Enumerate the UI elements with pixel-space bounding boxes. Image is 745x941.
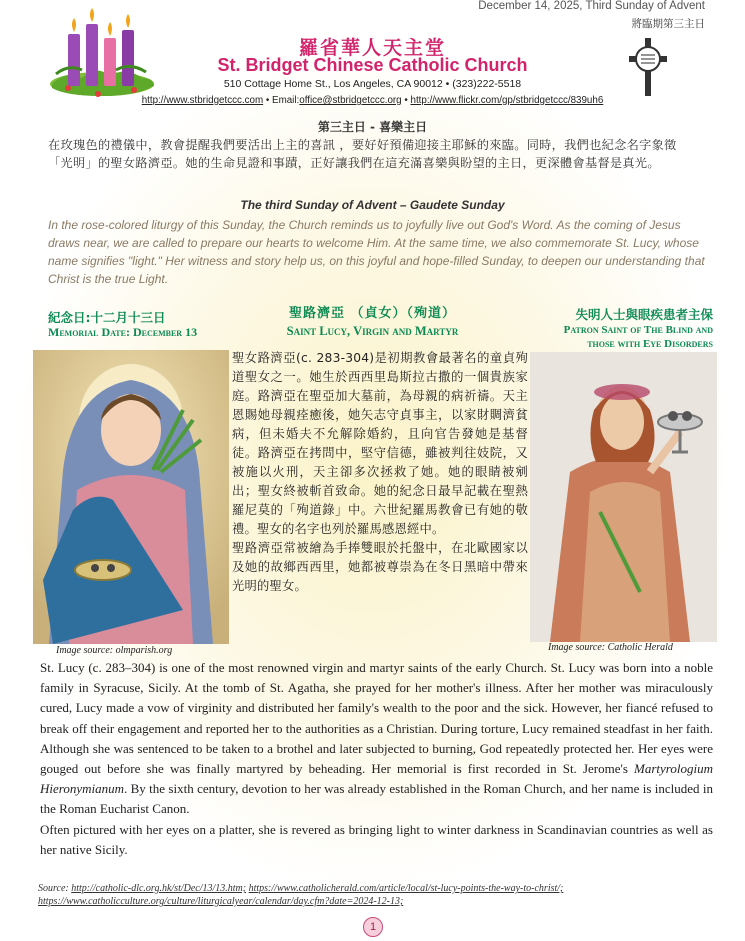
source-link-3[interactable]: https://www.catholicculture.org/culture/liturgicalyear/calendar/day.cfm?date=2024-12-13;: [38, 896, 404, 907]
church-name-en: St. Bridget Chinese Catholic Church: [217, 55, 528, 75]
source-link-2[interactable]: https://www.catholicherald.com/article/local/st-lucy-points-the-way-to-christ/;: [248, 883, 564, 894]
sources-label: Source:: [38, 883, 69, 894]
st-lucy-painting-image: [33, 350, 229, 644]
separator: •: [404, 95, 408, 106]
image-caption-right: Image source: Catholic Herald: [548, 642, 673, 653]
intro-heading-en: The third Sunday of Advent – Gaudete Sunday: [240, 198, 505, 212]
saint-bio-en: [40, 658, 713, 860]
flickr-link[interactable]: http://www.flickr.com/gp/stbridgetccc/839uh6: [410, 95, 604, 106]
saint-bio-en-paragraph-1: St. Lucy (c. 283–304) is one of the most renowned virgin and martyr saints of the early Church. St. Lucy was born into a noble family in Syracuse, Sicily. At the tomb of St. Agatha, she prayed for her mother's illness. After her mother was miraculously cured, Lucy made a vow of virginity and distributed her family's wealth to the poor and the sick. However, her fiancé refused to break off their engagement and reported her to the authorities as a Christian. During torture, Lucy remained steadfast in her faith. Although she was sentenced to be taken to a brothel and later subjected to burning, God repeatedly protected her. Her eyes were gouged out before she was finally martyred by beheading. Her memorial is first recorded in St. Jerome's Martyrologium Hieronymianum. By the sixth century, devotion to her was already established in the Roman Church, and her name is included in the Roman Eucharist Canon.: [40, 660, 713, 817]
intro-paragraph-en: In the rose-colored liturgy of this Sunday, the Church reminds us to joyfully live out God's Word. As the coming of Jesus draws near, we are called to prepare our hearts to welcome Him. At the same time, we also commemorate St. Lucy, whose name signifies "light." Her witness and story help us, on this joyful and hope-filled Sunday, to deepen our understanding that Christ is the true Light.: [48, 218, 705, 286]
church-address: 510 Cottage Home St., Los Angeles, CA 90012 • (323)222-5518: [223, 78, 522, 90]
intro-paragraph-zh: 在玫瑰色的禮儀中，教會提醒我們要活出上主的喜訊 ，要好好預備迎接主耶穌的來臨。同時，我們也紀念名字象徵「光明」的聖女路濟亞。她的生命見證和事蹟，正好讓我們在這充滿喜樂與盼望的主日，更深體會基督是真光。: [48, 138, 677, 170]
bulletin-date-zh: 將臨期第三主日: [631, 18, 705, 30]
saint-bio-zh-paragraph-1: 聖女路濟亞(c. 283-304)是初期教會最著名的童貞殉道聖女之一。她生於西西里島斯拉古撒的一個貴族家庭。路濟亞在聖亞加大墓前，為母親的病祈禱。天主恩賜她母親痊癒後，她矢志守貞事主，以家財賙濟貧病，但未婚夫不允解除婚約，且向官告發她是基督徒。路濟亞在拷問中，堅守信德，雖被判往妓院，又被施以火刑，天主卻多次拯救了她。她的眼睛被剜出；聖女終被斬首致命。她的紀念日最早記載在聖熱羅尼莫的「殉道錄」中。六世紀羅馬教會已有她的敬禮。聖女的名字也列於羅馬感恩經中。: [232, 351, 528, 536]
sources-list: [38, 882, 718, 908]
saint-bio-zh: [232, 349, 528, 596]
image-caption-left: Image source: olmparish.org: [56, 645, 173, 656]
saint-bio-zh-paragraph-2: 聖路濟亞常被繪為手捧雙眼於托盤中，在北歐國家以及她的故鄉西西里，她都被尊崇為在冬日黑暗中帶來光明的聖女。: [232, 541, 528, 593]
page-number-badge: 1: [363, 917, 383, 937]
separator: •: [265, 95, 270, 106]
saint-title-zh: 聖路濟亞 （貞女）（殉道）: [288, 306, 457, 321]
memorial-date-zh: 紀念日:十二月十三日: [48, 310, 166, 325]
saint-title-en: Saint Lucy, Virgin and Martyr: [286, 324, 459, 338]
st-lucy-statue-image: [530, 352, 717, 642]
patron-title-zh: 失明人士與眼疾患者主保: [575, 307, 713, 322]
patron-title-en: Patron Saint of The Blind and those with Eye Disorders: [563, 324, 713, 350]
website-link[interactable]: http://www.stbridgetccc.com: [141, 95, 264, 106]
saint-bio-en-paragraph-2: Often pictured with her eyes on a platter, she is revered as bringing light to winter darkness in Scandinavian countries as well as her native Sicily.: [40, 821, 713, 857]
church-name-zh: 羅省華人天主堂: [298, 37, 446, 59]
email-link[interactable]: office@stbridgetccc.org: [299, 95, 402, 106]
contact-line: [0, 95, 745, 106]
memorial-date-en: Memorial Date: December 13: [48, 325, 198, 339]
bulletin-date: December 14, 2025, Third Sunday of Advent: [478, 0, 705, 12]
source-link-1[interactable]: http://catholic-dlc.org.hk/st/Dec/13/13.htm;: [71, 883, 247, 894]
email-label: Email:: [272, 95, 300, 106]
intro-heading-zh: 第三主日 - 喜樂主日: [317, 120, 428, 134]
